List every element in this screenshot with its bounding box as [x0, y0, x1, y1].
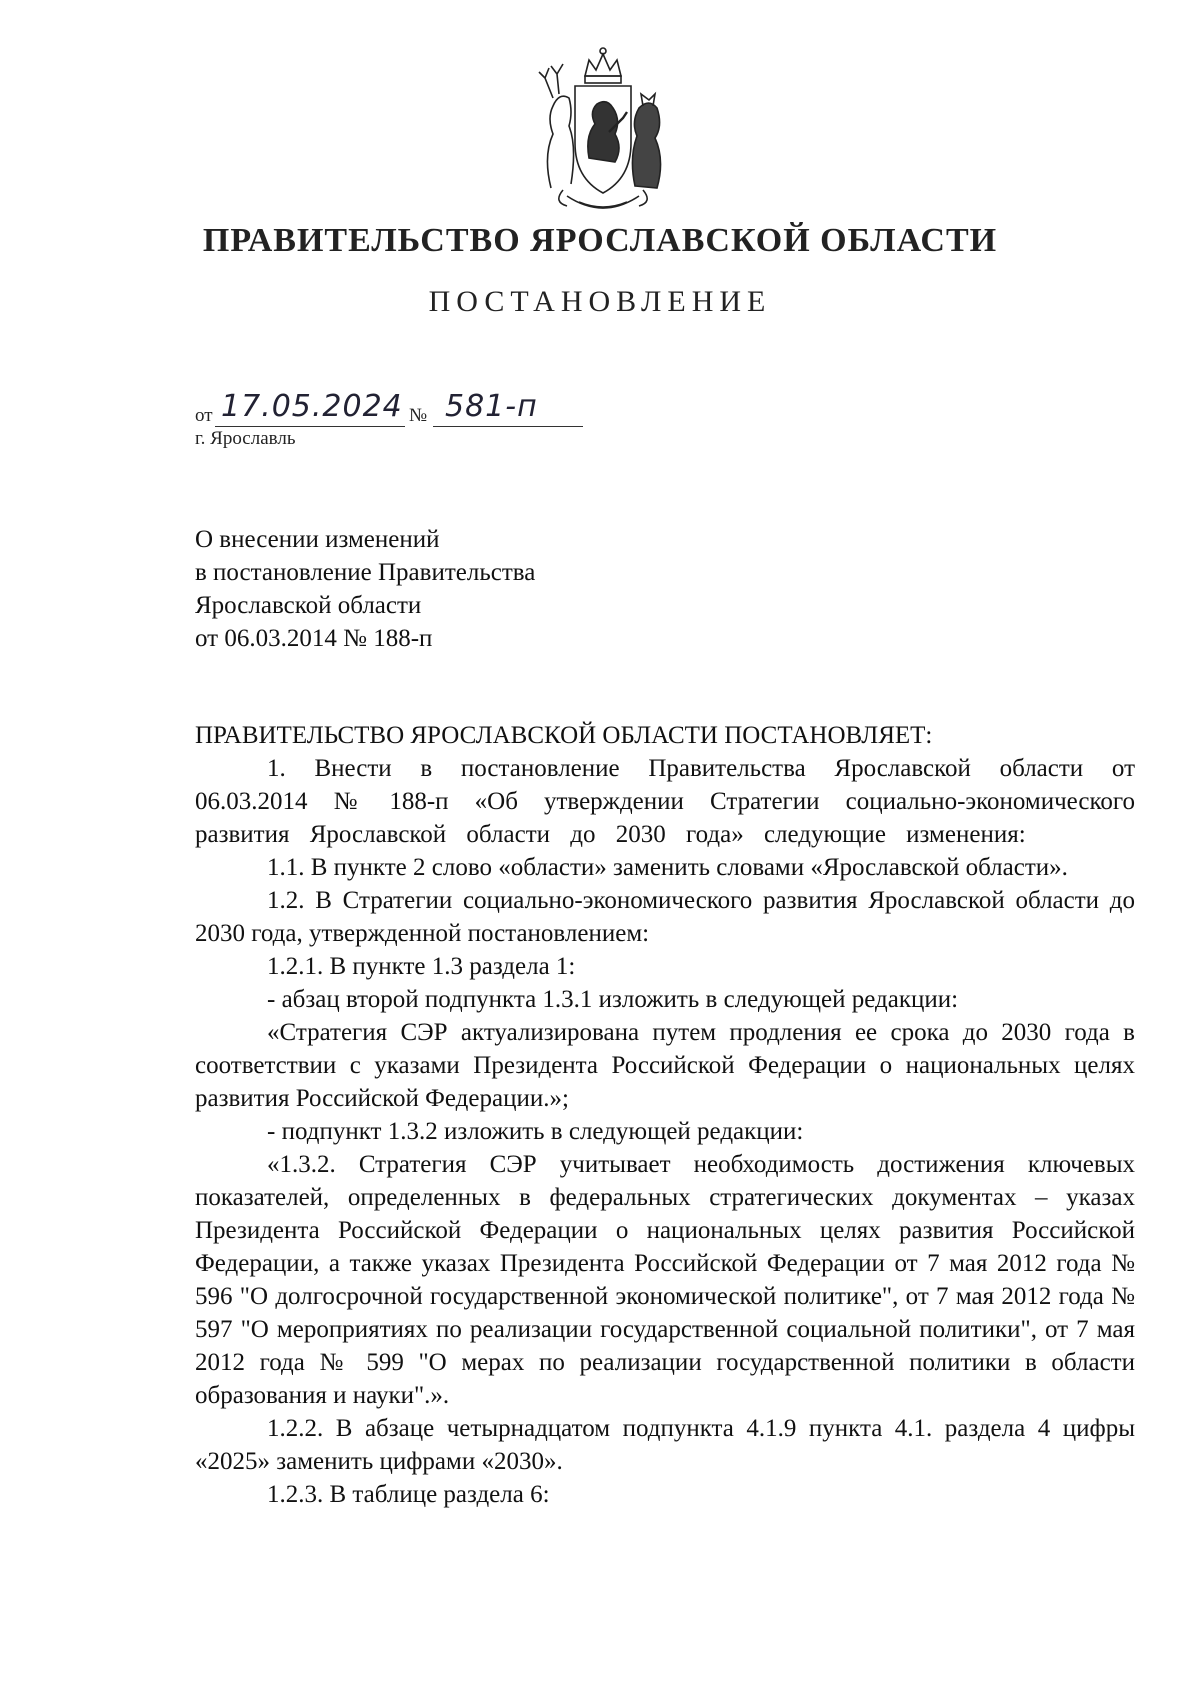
organization-title: ПРАВИТЕЛЬСТВО ЯРОСЛАВСКОЙ ОБЛАСТИ — [202, 222, 998, 259]
subject-line: от 06.03.2014 № 188-п — [195, 625, 433, 652]
body-paragraph: - подпункт 1.3.2 изложить в следующей редакции: — [267, 1118, 804, 1145]
body-paragraph: «1.3.2. Стратегия СЭР учитывает необходимость достижения ключевых показателей, определенных в федеральных стратегических документах – указах Президента Российской Федерации о национальных целях развития Российской Федерации, а также указах Президента Российской Федерации от 7 мая 2012 года № 596 "О долгосрочной государственной экономической политике", от 7 мая 2012 года № 597 "О мероприятиях по реализации государственной социальной политики", от 7 мая 2012 года № 599 "О мерах по реализации государственной политики в области образования и науки".». — [195, 1151, 1135, 1409]
subject-line: в постановление Правительства — [195, 559, 536, 586]
resolution-body — [195, 719, 1135, 1511]
city-label: г. Ярославль — [195, 428, 296, 449]
yaroslavl-coat-of-arms-icon — [523, 38, 683, 220]
document-type-title: ПОСТАНОВЛЕНИЕ — [428, 285, 772, 318]
subject-line: Ярославской области — [195, 592, 422, 619]
body-paragraph: 1.1. В пункте 2 слово «области» заменить словами «Ярославской области». — [267, 854, 1068, 881]
handwritten-date: 17.05.2024 — [221, 389, 403, 424]
body-paragraph: 1.2.2. В абзаце четырнадцатом подпункта 4.1.9 пункта 4.1. раздела 4 цифры «2025» заменить цифрами «2030». — [195, 1415, 1135, 1475]
subject-block — [195, 523, 535, 655]
body-paragraph: 1.2.1. В пункте 1.3 раздела 1: — [267, 953, 576, 980]
body-paragraph: 1. Внести в постановление Правительства Ярославской области от 06.03.2014 № 188-п «Об утверждении Стратегии социально-экономического развития Ярославской области до 2030 года» следующие изменения: — [195, 755, 1135, 848]
subject-line: О внесении изменений — [195, 526, 440, 553]
preamble: ПРАВИТЕЛЬСТВО ЯРОСЛАВСКОЙ ОБЛАСТИ ПОСТАНОВЛЯЕТ: — [195, 722, 933, 749]
body-paragraph: - абзац второй подпункта 1.3.1 изложить в следующей редакции: — [267, 986, 959, 1013]
body-paragraph: 1.2.3. В таблице раздела 6: — [267, 1481, 550, 1508]
number-prefix-label: № — [409, 405, 428, 426]
handwritten-number: 581-п — [445, 389, 538, 424]
body-paragraph: «Стратегия СЭР актуализирована путем продления ее срока до 2030 года в соответствии с указами Президента Российской Федерации о национальных целях развития Российской Федерации.»; — [195, 1019, 1135, 1112]
date-prefix-label: от — [195, 405, 213, 426]
body-paragraph: 1.2. В Стратегии социально-экономического развития Ярославской области до 2030 года, утвержденной постановлением: — [195, 887, 1135, 947]
